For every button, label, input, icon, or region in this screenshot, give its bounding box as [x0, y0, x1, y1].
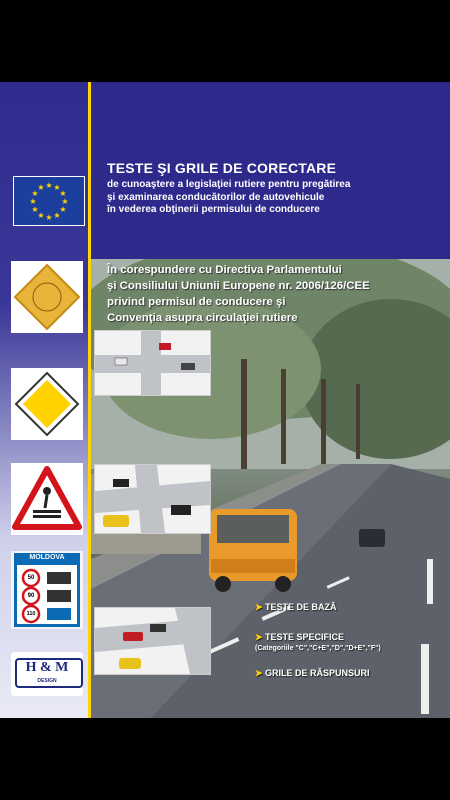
moldova-label: MOLDOVA [29, 554, 65, 561]
svg-text:★: ★ [53, 183, 61, 192]
accent-line [88, 82, 91, 718]
menu-item-basic-tests[interactable] [255, 602, 337, 613]
diamond-seal-icon [11, 261, 83, 333]
menu-item-detail: (Categoriile "C","C+E","D","D+E","F") [255, 645, 381, 652]
intersection-diagram-1 [94, 330, 211, 396]
eu-flag [13, 176, 85, 226]
eu-stars-icon [14, 177, 84, 225]
speed-limit-90: 90 [27, 593, 35, 599]
hm-design-logo [11, 652, 83, 696]
directive-line: privind permisul de conducere şi [107, 296, 286, 308]
book-cover [0, 82, 450, 718]
menu-item-answer-grids[interactable] [255, 668, 370, 679]
svg-text:★: ★ [45, 181, 53, 190]
priority-road-sign [11, 368, 83, 440]
priority-road-icon [11, 368, 83, 440]
svg-text:★: ★ [59, 189, 67, 198]
svg-text:★: ★ [29, 197, 37, 206]
bullet-icon: ➤ [255, 602, 266, 612]
subtitle-line: şi examinarea conducătorilor de autovehicule [107, 191, 325, 203]
menu-item-label: TESTE DE BAZĂ [265, 602, 337, 612]
seal-sign [11, 261, 83, 333]
svg-text:★: ★ [37, 183, 45, 192]
intersection-icon [95, 465, 210, 533]
logo-text: H & M [25, 660, 69, 675]
directive-line: Convenţia asupra circulaţiei rutiere [107, 312, 298, 324]
subtitle-line: de cunoaştere a legislaţiei rutiere pentru pregătirea [107, 179, 351, 190]
bullet-icon: ➤ [255, 668, 266, 678]
svg-text:★: ★ [37, 211, 45, 220]
svg-text:★: ★ [53, 211, 61, 220]
intersection-icon [95, 608, 210, 674]
bullet-icon: ➤ [255, 632, 266, 642]
svg-text:★: ★ [31, 189, 39, 198]
cover-title: TESTE ŞI GRILE DE CORECTARE [107, 160, 337, 176]
intersection-diagram-2 [94, 464, 211, 534]
pedestrian-crossing-sign [11, 463, 83, 535]
menu-item-label: GRILE DE RĂSPUNSURI [265, 668, 370, 678]
intersection-diagram-3 [94, 607, 211, 675]
logo-subtext: DESIGN [37, 678, 57, 684]
subtitle-line: în vederea obţinerii permisului de conducere [107, 204, 320, 215]
svg-text:★: ★ [45, 213, 53, 222]
svg-text:★: ★ [59, 205, 67, 214]
menu-item-label: TESTE SPECIFICE [265, 632, 345, 642]
moldova-speed-sign [11, 551, 83, 629]
directive-line: În corespundere cu Directiva Parlamentului [107, 264, 342, 276]
directive-line: şi Consiliului Uniunii Europene nr. 2006/126/CEE [107, 280, 370, 292]
speed-limits-icon [11, 551, 83, 629]
directive-text [107, 262, 427, 326]
svg-text:★: ★ [61, 197, 69, 206]
intersection-icon [95, 331, 210, 395]
svg-text:★: ★ [31, 205, 39, 214]
speed-limit-50: 50 [27, 575, 35, 581]
menu-item-specific-tests[interactable] [255, 632, 381, 652]
cover-subtitle [107, 179, 427, 217]
pedestrian-warning-icon [11, 463, 83, 535]
speed-limit-110: 110 [26, 611, 36, 617]
